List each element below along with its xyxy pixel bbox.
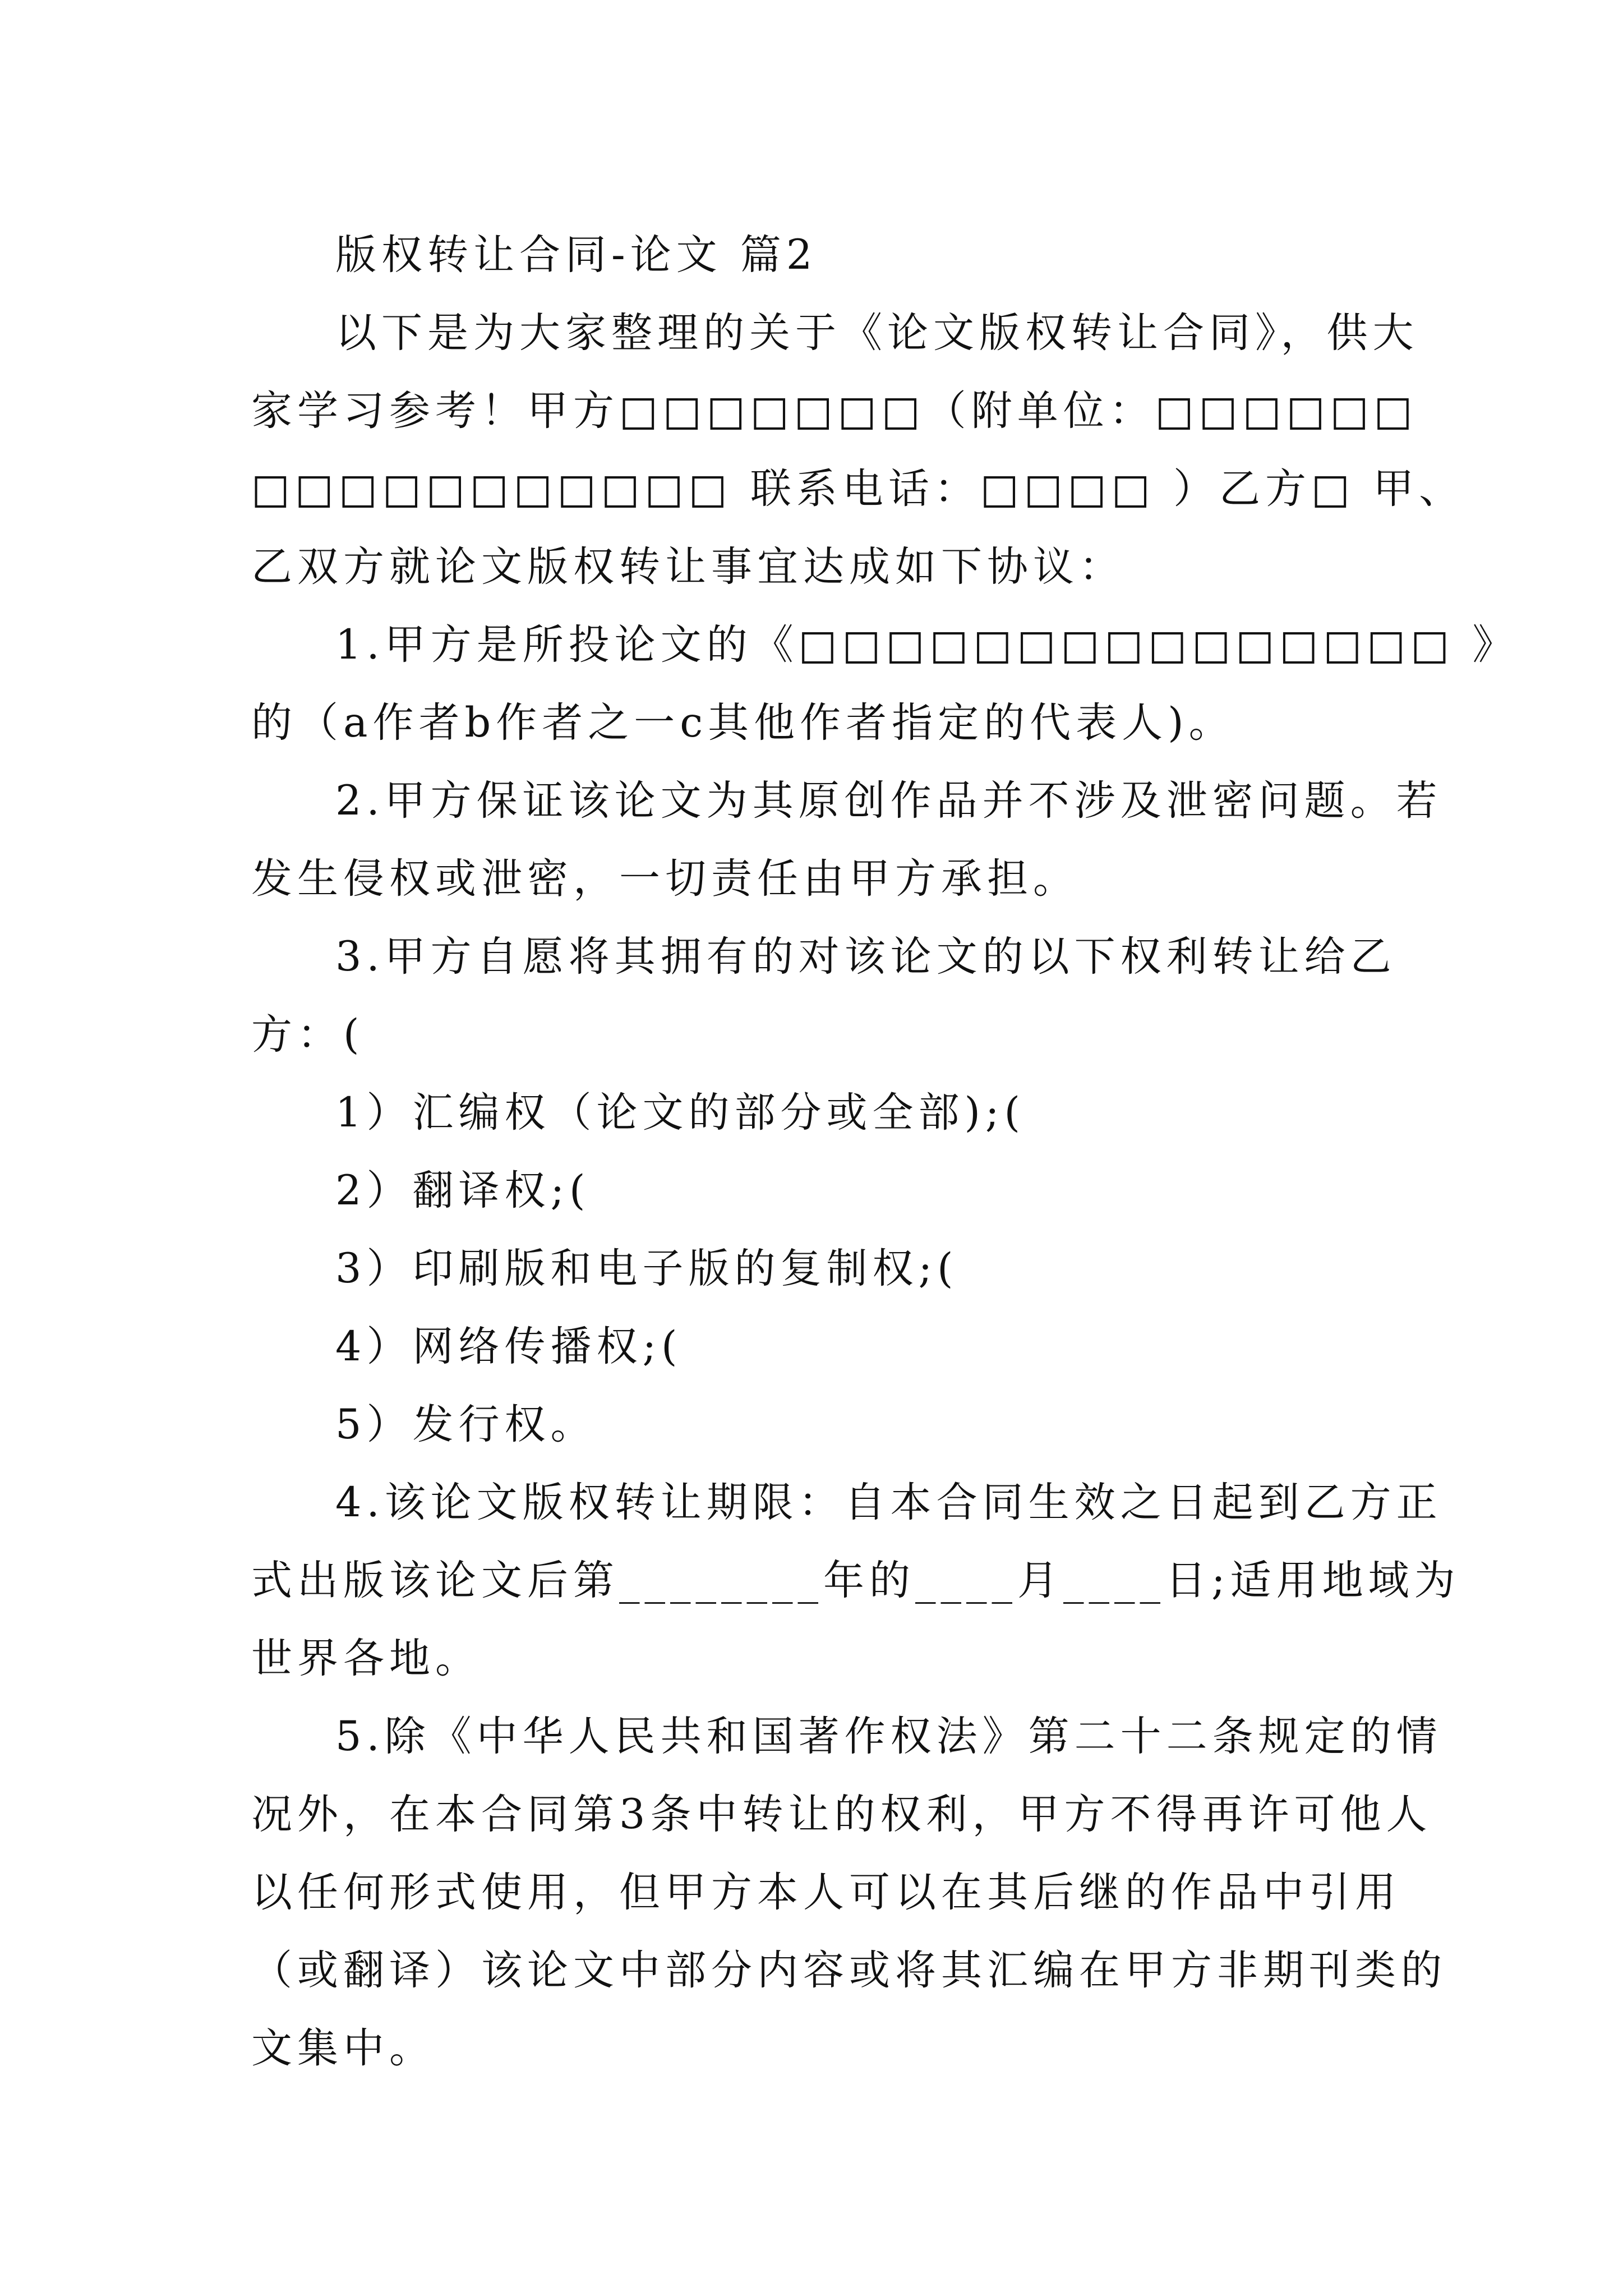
clause-4-line-2: 式出版该论文后第________年的____月____日;适用地域为 bbox=[251, 1557, 1460, 1604]
document-title: 版权转让合同-论文 篇2 bbox=[335, 231, 818, 279]
intro-line-2: 家学习参考！甲方□□□□□□□（附单位：□□□□□□ bbox=[251, 387, 1418, 435]
clause-4-line-3: 世界各地。 bbox=[251, 1635, 481, 1682]
clause-1-line-2: 的（a作者b作者之一c其他作者指定的代表人)。 bbox=[251, 699, 1235, 747]
intro-line-4: 乙双方就论文版权转让事宜达成如下协议： bbox=[251, 543, 1125, 591]
right-item-1: 1）汇编权（论文的部分或全部);( bbox=[335, 1089, 1025, 1137]
clause-4-line-1: 4.该论文版权转让期限：自本合同生效之日起到乙方正 bbox=[335, 1479, 1442, 1526]
clause-3-line-2: 方：( bbox=[251, 1011, 365, 1059]
right-item-5: 5）发行权。 bbox=[335, 1401, 597, 1448]
clause-5-line-4: （或翻译）该论文中部分内容或将其汇编在甲方非期刊类的 bbox=[251, 1947, 1447, 1994]
clause-5-line-3: 以任何形式使用，但甲方本人可以在其后继的作品中引用 bbox=[251, 1869, 1401, 1916]
clause-1-line-1: 1.甲方是所投论文的《□□□□□□□□□□□□□□□ 》 bbox=[335, 621, 1519, 669]
right-item-3: 3）印刷版和电子版的复制权;( bbox=[335, 1245, 958, 1292]
clause-5-line-2: 况外，在本合同第3条中转让的权利，甲方不得再许可他人 bbox=[251, 1791, 1432, 1838]
right-item-2: 2）翻译权;( bbox=[335, 1167, 591, 1214]
clause-5-line-5: 文集中。 bbox=[251, 2024, 435, 2072]
right-item-4: 4）网络传播权;( bbox=[335, 1323, 683, 1370]
intro-line-3: □□□□□□□□□□□ 联系电话：□□□□ ）乙方□ 甲、 bbox=[251, 465, 1465, 513]
clause-2-line-2: 发生侵权或泄密，一切责任由甲方承担。 bbox=[251, 855, 1079, 903]
document-page bbox=[251, 216, 1519, 2087]
clause-5-line-1: 5.除《中华人民共和国著作权法》第二十二条规定的情 bbox=[335, 1713, 1442, 1760]
clause-2-line-1: 2.甲方保证该论文为其原创作品并不涉及泄密问题。若 bbox=[335, 777, 1442, 825]
intro-line-1: 以下是为大家整理的关于《论文版权转让合同》，供大 bbox=[335, 309, 1419, 357]
clause-3-line-1: 3.甲方自愿将其拥有的对该论文的以下权利转让给乙 bbox=[335, 933, 1396, 981]
